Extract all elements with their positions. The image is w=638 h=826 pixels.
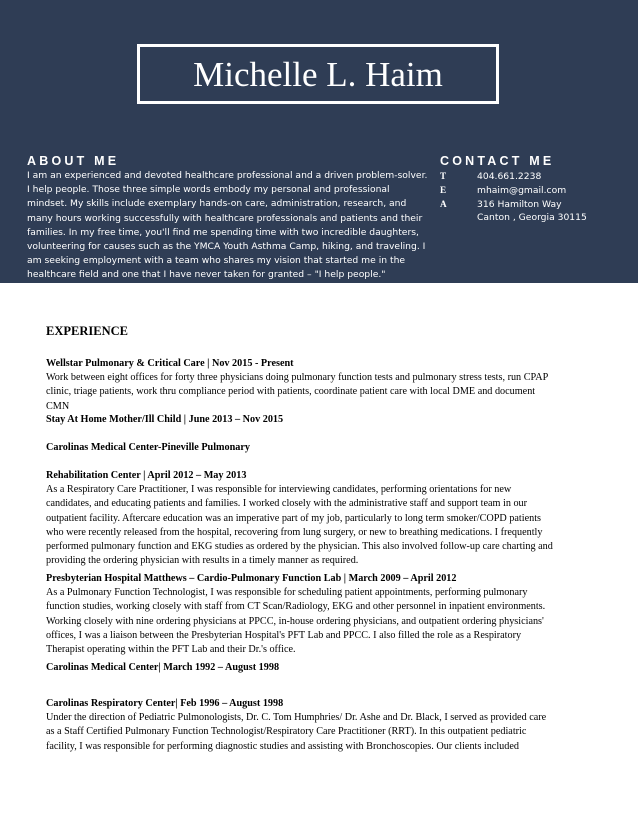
experience-entry — [46, 357, 586, 414]
contact-title: CONTACT ME — [440, 154, 555, 168]
entry-line: facility, I was responsible for performing diagnostic studies and assisting with Bronchoscopies. Our clients included — [46, 740, 519, 752]
about-line: volunteering for causes such as the YMCA Youth Asthma Camp, hiking, and traveling. I — [27, 241, 426, 253]
contact-city-row — [440, 211, 587, 225]
entry-line: providing the ordering physician with results in a timely manner as required. — [46, 555, 359, 567]
name-frame — [137, 44, 499, 104]
entry-heading: Presbyterian Hospital Matthews – Cardio-Pulmonary Function Lab | March 2009 – April 2012 — [46, 573, 457, 584]
contact-key: E — [440, 185, 447, 195]
entry-line: Work between eight offices for forty three physicians doing pulmonary function tests and pulmonary stress tests, run CPAP — [46, 372, 549, 384]
about-line: am seeking employment with a team who shares my vision that started me in the — [27, 255, 406, 267]
entry-line: Therapist operating within the PFT Lab and their Dr.'s office. — [46, 644, 296, 656]
about-title: ABOUT ME — [27, 154, 120, 168]
about-line: I am an experienced and devoted healthcare professional and a driven problem-solver. — [27, 170, 428, 181]
entry-line: CMN — [46, 400, 70, 412]
entry-line: As a Pulmonary Function Technologist, I was responsible for scheduling patient appointments, performing pulmonary — [46, 587, 528, 599]
entry-heading: Wellstar Pulmonary & Critical Care | Nov 2015 - Present — [46, 358, 294, 369]
contact-city: Canton , Georgia 30115 — [477, 212, 587, 223]
experience-entry — [46, 572, 586, 657]
person-name: Michelle L. Haim — [193, 55, 443, 94]
entry-line: function studies, working closely with staff from CT Scan/Radiology, EKG and other personnel in inpatient environments. — [46, 601, 546, 613]
entry-line: As a Respiratory Care Practitioner, I was responsible for interviewing candidates, performing orientations for new — [46, 484, 512, 496]
contact-phone[interactable]: 404.661.2238 — [477, 171, 542, 182]
entry-heading: Rehabilitation Center | April 2012 – May 2013 — [46, 470, 247, 481]
about-text — [27, 169, 427, 283]
contact-key: T — [440, 171, 447, 181]
experience-entry — [46, 469, 586, 568]
contact-email-row — [440, 183, 566, 198]
experience-title: EXPERIENCE — [46, 324, 128, 338]
experience-entry — [46, 661, 586, 675]
entry-line: candidates, and educating patients and families. I worked closely with the administrative staff and support team in our — [46, 498, 528, 510]
entry-line: performed pulmonary function and EKG studies as ordered by the physician. This also involved follow-up care charting and — [46, 541, 553, 553]
entry-heading: Carolinas Medical Center-Pineville Pulmonary — [46, 442, 251, 453]
experience-entry — [46, 413, 586, 427]
about-line: I help people. Those three simple words embody my personal and professional — [27, 184, 390, 196]
entry-line: who were recently released from the hospital, recovering from lung surgery, or new to breathing medications. I frequently — [46, 526, 543, 538]
about-line: families. In my free time, you'll find me spending time with two incredible daughters, — [27, 226, 419, 238]
header-banner — [0, 0, 638, 283]
contact-address: 316 Hamilton Way — [477, 199, 562, 210]
entry-heading: Stay At Home Mother/Ill Child | June 2013 – Nov 2015 — [46, 414, 284, 425]
entry-line: offices, I was a liaison between the Presbyterian Hospital's PFT Lab and PPCC. I also filled the role as a Respiratory — [46, 629, 522, 641]
experience-entry — [46, 697, 586, 754]
entry-line: outpatient facility. Aftercare education was an imperative part of my job, particularly to long term smoker/COPD patients — [46, 512, 541, 524]
entry-line: Working closely with nine ordering physicians at PPCC, in-house ordering physicians, and outpatient ordering physicians' — [46, 615, 544, 627]
experience-entry — [46, 441, 586, 455]
contact-phone-row — [440, 169, 541, 184]
about-line: mindset. My skills include exemplary hands-on care, administration, research, and — [27, 198, 407, 210]
about-line: many hours working successfully with healthcare professionals and patients and their — [27, 212, 423, 224]
contact-email[interactable]: mhaim@gmail.com — [477, 185, 567, 196]
entry-line: Under the direction of Pediatric Pulmonologists, Dr. C. Tom Humphries/ Dr. Ashe and Dr. Black, I served as provided care — [46, 712, 547, 724]
entry-heading: Carolinas Medical Center| March 1992 – August 1998 — [46, 662, 280, 673]
entry-line: clinic, triage patients, work thru compliance period with patients, coordinate patient care with local DME and document — [46, 386, 536, 398]
contact-key: A — [440, 199, 447, 209]
contact-address-row — [440, 197, 562, 212]
entry-line: as a Staff Certified Pulmonary Function Technologist/Respiratory Care Practitioner (RRT). In this outpatient pediatric — [46, 726, 527, 738]
about-line: healthcare field and one that I have never taken for granted – "I help people." — [27, 269, 386, 281]
entry-heading: Carolinas Respiratory Center| Feb 1996 – August 1998 — [46, 698, 284, 709]
